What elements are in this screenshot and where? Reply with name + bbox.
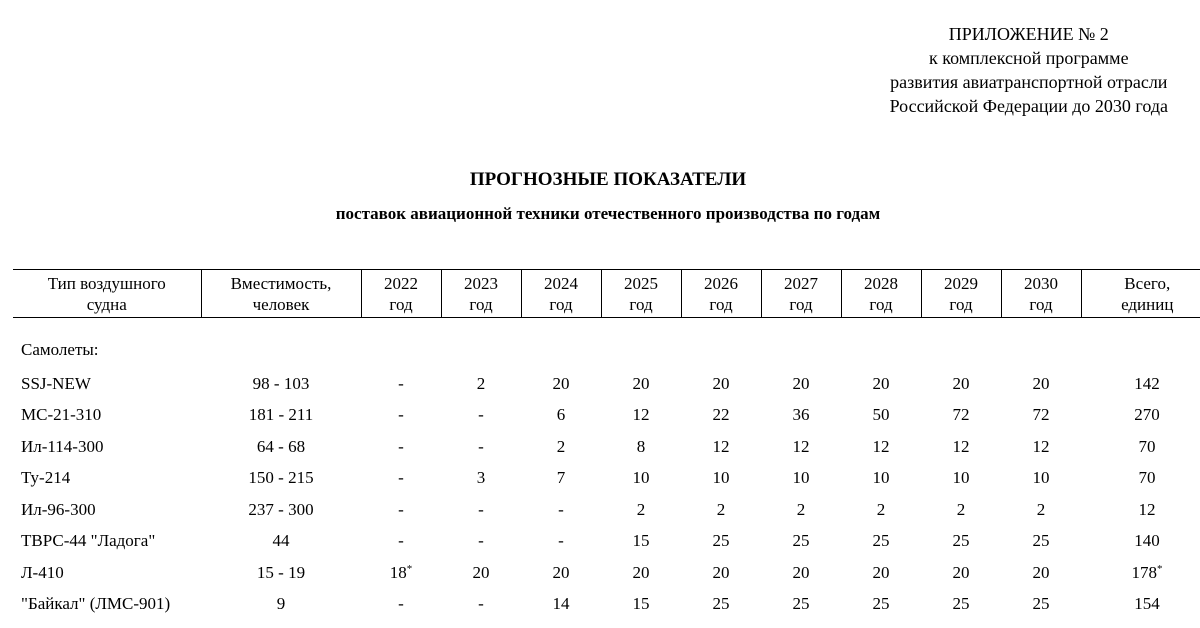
cell-2028: 20 (872, 373, 890, 393)
cell-2022: - (398, 499, 404, 519)
document-title: ПРОГНОЗНЫЕ ПОКАЗАТЕЛИ (469, 169, 747, 190)
footnote-mark: * (1157, 562, 1163, 575)
cell-2029: 20 (952, 373, 970, 393)
cell-2029: 10 (952, 468, 970, 488)
cell-2027: 12 (792, 436, 810, 456)
aircraft-name: "Байкал" (ЛМС-901) (21, 594, 171, 614)
cell-2028: 2 (876, 499, 886, 519)
cell-2027: 20 (792, 562, 810, 582)
cell-2027: 25 (792, 594, 810, 614)
header-year-2028: 2028 год (841, 270, 921, 318)
cell-2030: 72 (1032, 405, 1050, 425)
cell-2024: - (558, 499, 564, 519)
cell-2024: 20 (552, 562, 570, 582)
cell-2022: 18* (389, 562, 413, 582)
document-subtitle: поставок авиационной техники отечественного производства по годам (335, 204, 881, 223)
cell-2024: 2 (556, 436, 566, 456)
aircraft-name: Л-410 (21, 562, 64, 582)
total-cell: 270 (1134, 405, 1160, 425)
header-year-2026: 2026 год (681, 270, 761, 318)
cell-2022: - (398, 373, 404, 393)
cell-2028: 50 (872, 405, 890, 425)
cell-2024: - (558, 531, 564, 551)
total-cell: 70 (1138, 468, 1156, 488)
table-row (13, 431, 1200, 463)
cell-2026: 25 (712, 594, 730, 614)
header-year-2030: 2030 год (1001, 270, 1081, 318)
cell-2025: 8 (636, 436, 646, 456)
cell-2022: - (398, 468, 404, 488)
cell-2025: 15 (632, 531, 650, 551)
table-row (13, 526, 1200, 558)
cell-2022: - (398, 531, 404, 551)
capacity-cell: 181 - 211 (248, 405, 314, 425)
total-cell: 12 (1138, 499, 1156, 519)
header-year-2029: 2029 год (921, 270, 1001, 318)
cell-2025: 20 (632, 562, 650, 582)
aircraft-name: Ил-114-300 (21, 436, 104, 456)
header-year-2022: 2022 год (361, 270, 441, 318)
appendix-line-4: Российской Федерации до 2030 года (889, 96, 1168, 116)
cell-2026: 25 (712, 531, 730, 551)
cell-2027: 2 (796, 499, 806, 519)
cell-2025: 12 (632, 405, 650, 425)
aircraft-name: МС-21-310 (21, 405, 102, 425)
cell-2023: - (478, 436, 484, 456)
cell-2029: 72 (952, 405, 970, 425)
cell-2029: 2 (956, 499, 966, 519)
cell-2025: 15 (632, 594, 650, 614)
header-aircraft-type: Тип воздушного судна (13, 270, 201, 318)
total-cell: 142 (1134, 373, 1160, 393)
appendix-line-3: развития авиатранспортной отрасли (890, 72, 1168, 92)
capacity-cell: 98 - 103 (252, 373, 310, 393)
aircraft-name: Ту-214 (21, 468, 71, 488)
total-cell: 154 (1134, 594, 1160, 614)
cell-2022: - (398, 405, 404, 425)
cell-2027: 20 (792, 373, 810, 393)
header-year-2025: 2025 год (601, 270, 681, 318)
cell-2023: 2 (476, 373, 486, 393)
cell-2024: 6 (556, 405, 566, 425)
table-row (13, 400, 1200, 432)
section-row (13, 318, 1200, 369)
cell-2025: 10 (632, 468, 650, 488)
cell-2023: - (478, 531, 484, 551)
header-year-2024: 2024 год (521, 270, 601, 318)
cell-2028: 20 (872, 562, 890, 582)
aircraft-name: Ил-96-300 (21, 499, 96, 519)
cell-2030: 20 (1032, 562, 1050, 582)
header-year-2027: 2027 год (761, 270, 841, 318)
cell-2026: 12 (712, 436, 730, 456)
cell-2026: 10 (712, 468, 730, 488)
cell-2028: 10 (872, 468, 890, 488)
aircraft-name: SSJ-NEW (21, 373, 91, 393)
cell-2026: 22 (712, 405, 730, 425)
appendix-line-2: к комплексной программе (929, 48, 1129, 68)
appendix-number: ПРИЛОЖЕНИЕ № 2 (948, 24, 1109, 44)
cell-2024: 20 (552, 373, 570, 393)
table-row (13, 368, 1200, 400)
capacity-cell: 64 - 68 (256, 436, 306, 456)
cell-2023: - (478, 405, 484, 425)
cell-2022: - (398, 436, 404, 456)
cell-2026: 2 (716, 499, 726, 519)
cell-2025: 2 (636, 499, 646, 519)
cell-2030: 10 (1032, 468, 1050, 488)
aircraft-name: ТВРС-44 "Ладога" (21, 531, 156, 551)
header-year-2023: 2023 год (441, 270, 521, 318)
capacity-cell: 9 (276, 594, 286, 614)
table-row (13, 494, 1200, 526)
cell-2028: 25 (872, 531, 890, 551)
cell-2028: 25 (872, 594, 890, 614)
cell-2026: 20 (712, 373, 730, 393)
cell-2029: 12 (952, 436, 970, 456)
table-header-row (13, 270, 1200, 318)
cell-2025: 20 (632, 373, 650, 393)
table-row (13, 463, 1200, 495)
deliveries-table (13, 269, 1200, 620)
cell-2030: 20 (1032, 373, 1050, 393)
table-row (13, 589, 1200, 621)
header-capacity: Вместимость, человек (201, 270, 361, 318)
capacity-cell: 44 (272, 531, 290, 551)
cell-2023: 3 (476, 468, 486, 488)
capacity-cell: 237 - 300 (248, 499, 314, 519)
cell-2030: 12 (1032, 436, 1050, 456)
cell-2030: 25 (1032, 531, 1050, 551)
cell-2030: 2 (1036, 499, 1046, 519)
total-cell: 178* (1131, 562, 1163, 582)
cell-2026: 20 (712, 562, 730, 582)
cell-2029: 20 (952, 562, 970, 582)
cell-2027: 36 (792, 405, 810, 425)
capacity-cell: 150 - 215 (248, 468, 314, 488)
cell-2023: 20 (472, 562, 490, 582)
cell-2024: 14 (552, 594, 570, 614)
cell-2030: 25 (1032, 594, 1050, 614)
total-cell: 70 (1138, 436, 1156, 456)
total-cell: 140 (1134, 531, 1160, 551)
table-row (13, 557, 1200, 589)
section-label: Самолеты: (21, 340, 99, 359)
appendix-block (890, 22, 1168, 118)
cell-2028: 12 (872, 436, 890, 456)
cell-2023: - (478, 499, 484, 519)
cell-2023: - (478, 594, 484, 614)
capacity-cell: 15 - 19 (256, 562, 306, 582)
cell-2024: 7 (556, 468, 566, 488)
header-total: Всего, единиц (1081, 270, 1200, 318)
footnote-mark: * (406, 562, 413, 575)
cell-2027: 25 (792, 531, 810, 551)
cell-2022: - (398, 594, 404, 614)
cell-2029: 25 (952, 594, 970, 614)
cell-2029: 25 (952, 531, 970, 551)
cell-2027: 10 (792, 468, 810, 488)
